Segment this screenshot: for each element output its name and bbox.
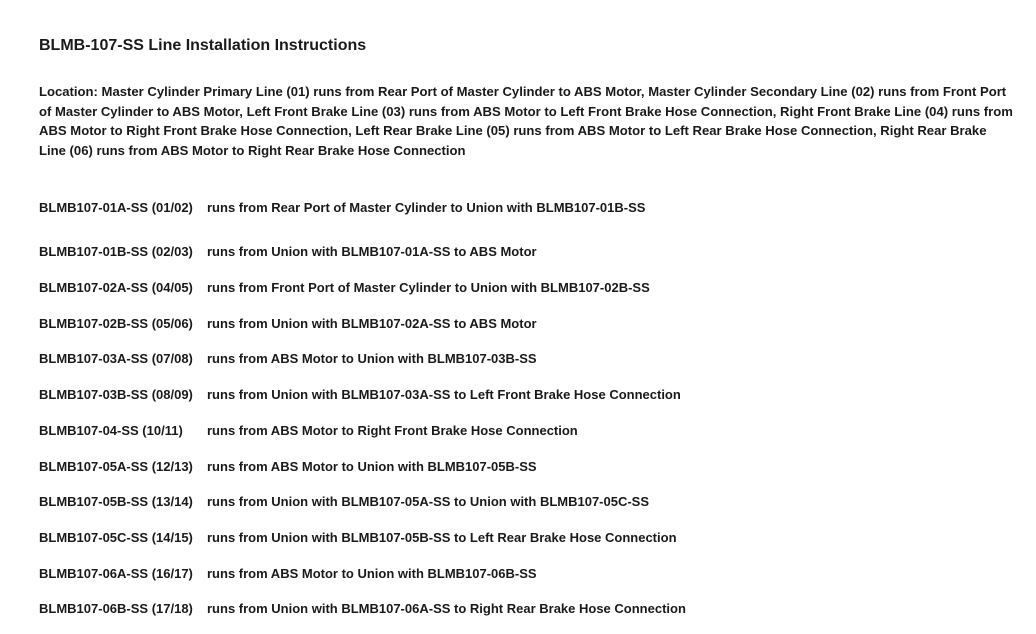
line-row (39, 305, 1014, 341)
line-part-number: BLMB107-02A-SS (04/05) (39, 280, 193, 296)
line-row (39, 591, 1014, 627)
line-part-number: BLMB107-05B-SS (13/14) (39, 494, 193, 510)
line-description: runs from Union with BLMB107-03A-SS to Left Front Brake Hose Connection (207, 387, 681, 403)
line-description: runs from ABS Motor to Right Front Brake Hose Connection (207, 422, 578, 438)
line-part-number: BLMB107-06B-SS (17/18) (39, 601, 193, 617)
line-description: runs from ABS Motor to Union with BLMB107-03B-SS (207, 351, 537, 367)
line-list (39, 198, 1014, 626)
line-part-number: BLMB107-01A-SS (01/02) (39, 199, 193, 215)
line-row (39, 377, 1014, 413)
document-title: BLMB-107-SS Line Installation Instructions (39, 37, 367, 54)
line-part-number: BLMB107-06A-SS (16/17) (39, 565, 193, 581)
line-row (39, 198, 1014, 216)
location-paragraph: Location: Master Cylinder Primary Line (01) runs from Rear Port of Master Cylinder to ABS Motor, Master Cylinder Secondary Line (02) runs from Front Port of Master Cylinder to ABS Motor, Left Front Brake Line (03) runs from ABS Motor to Left Front Brake Hose Connection, Right Front Brake Line (04) runs from ABS Motor to Right Front Brake Hose Connection, Left Rear Brake Line (05) runs from ABS Motor to Left Rear Brake Hose Connection, Right Rear Brake Line (06) runs from ABS Motor to Right Rear Brake Hose Connection (39, 84, 1013, 158)
line-row (39, 413, 1014, 449)
line-part-number: BLMB107-01B-SS (02/03) (39, 244, 193, 260)
line-description: runs from Front Port of Master Cylinder to Union with BLMB107-02B-SS (207, 280, 650, 296)
line-part-number: BLMB107-04-SS (10/11) (39, 422, 183, 438)
line-description: runs from Rear Port of Master Cylinder to Union with BLMB107-01B-SS (207, 199, 646, 215)
line-part-number: BLMB107-05A-SS (12/13) (39, 458, 193, 474)
line-description: runs from Union with BLMB107-02A-SS to ABS Motor (207, 315, 537, 331)
line-part-number: BLMB107-03B-SS (08/09) (39, 387, 193, 403)
line-part-number: BLMB107-05C-SS (14/15) (39, 529, 193, 545)
line-description: runs from Union with BLMB107-06A-SS to Right Rear Brake Hose Connection (207, 601, 686, 617)
line-row (39, 520, 1014, 556)
line-description: runs from ABS Motor to Union with BLMB107-06B-SS (207, 565, 537, 581)
line-row (39, 341, 1014, 377)
instructions-document (39, 35, 1014, 627)
line-row (39, 270, 1014, 306)
line-row (39, 484, 1014, 520)
line-description: runs from Union with BLMB107-05A-SS to Union with BLMB107-05C-SS (207, 494, 650, 510)
line-description: runs from ABS Motor to Union with BLMB107-05B-SS (207, 458, 537, 474)
line-part-number: BLMB107-03A-SS (07/08) (39, 351, 193, 367)
line-description: runs from Union with BLMB107-01A-SS to ABS Motor (207, 244, 537, 260)
line-row (39, 234, 1014, 270)
line-description: runs from Union with BLMB107-05B-SS to Left Rear Brake Hose Connection (207, 529, 677, 545)
line-part-number: BLMB107-02B-SS (05/06) (39, 315, 193, 331)
line-row (39, 555, 1014, 591)
line-row (39, 448, 1014, 484)
